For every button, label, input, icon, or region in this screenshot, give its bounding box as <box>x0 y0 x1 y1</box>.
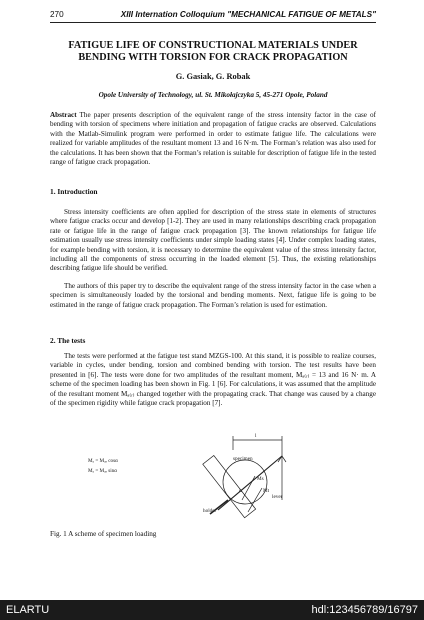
page-number: 270 <box>50 10 64 19</box>
equation-ms: Mₐ = Mₐₑ cosα <box>88 458 118 464</box>
label-lever: lever <box>272 494 283 500</box>
intro-paragraph-2: The authors of this paper try to describe the equivalent range of the stress intensity factor in the case when a specimen is simultaneously loaded by the torsional and bending moments. Next, fatigue life is going to be estimated in the range of fatigue crack propagation. The Forman’s relation is used for estimation. <box>50 282 376 309</box>
figure-equations <box>88 458 118 474</box>
specimen-scheme-drawing <box>203 436 286 518</box>
label-mt: Mt <box>263 488 270 494</box>
paper-title-line-1: FATIGUE LIFE OF CONSTRUCTIONAL MATERIALS UNDER <box>68 40 358 51</box>
figure-caption: Fig. 1 A scheme of specimen loading <box>50 530 157 538</box>
running-header <box>50 8 376 22</box>
header-rule <box>50 22 376 23</box>
handle-identifier[interactable]: hdl:123456789/16797 <box>311 604 418 616</box>
running-header-title: XIII Internation Colloquium "MECHANICAL FATIGUE OF METALS" <box>120 10 376 19</box>
authors: G. Gasiak, G. Robak <box>175 72 251 81</box>
affiliation: Opole University of Technology, ul. St. Mikołajczyka 5, 45-271 Opole, Poland <box>98 91 328 99</box>
abstract-text: The paper presents description of the equivalent range of the stress intensity factor in the case of bending with torsion of specimens where initiation and propagation of fatigue cracks are observed. Calculations with the Matlab-Simulink program were performed in order to estimate fatigue life. The calculations were realized for variable amplitudes of the resultant moment 13 and 16 N·m. The Forman’s relation was also used for the calculations. It has been shown that the Forman’s relation is suitable for description of fatigue life in the tested range of fatigue crack propagation. <box>50 111 377 167</box>
repository-name: ELARTU <box>6 604 50 616</box>
label-specimen: specimen <box>233 456 253 462</box>
paper-title-line-2: BENDING WITH TORSION FOR CRACK PROPAGATION <box>78 52 348 63</box>
label-ms: Ms <box>257 476 264 482</box>
loading-circle <box>223 460 267 504</box>
abstract-label: Abstract <box>50 111 77 119</box>
label-holder: holder <box>203 508 217 514</box>
section-heading-introduction: 1. Introduction <box>50 187 98 196</box>
equation-mt: Mₐ = Mₐₑ sinα <box>88 468 117 474</box>
tests-paragraph-1: The tests were performed at the fatigue test stand MZGS-100. At this stand, it is possible to realize courses, variable in cycles, under bending, torsion and combined bending with torsion. The test results have been presented in [6]. The tests were done for two amplitudes of the resultant moment, Mₐ₍ᵣ₎ = 13 and 16 N· m. A scheme of the specimen loading has been shown in Fig. 1 [6]. For calculations, it was assumed that the amplitude of the resultant moment Mₐ₍ᵣ₎ changed together with the propagating crack. That change was caused by a change of the specimen rigidity while fatigue crack propagation [7]. <box>50 352 376 408</box>
abstract <box>50 111 376 167</box>
label-alpha: α <box>239 488 242 494</box>
viewer-footer-bar <box>0 600 424 620</box>
section-heading-tests: 2. The tests <box>50 336 86 345</box>
label-l: l <box>255 433 257 439</box>
intro-paragraph-1: Stress intensity coefficients are often applied for description of the stress state in elements of structures where fatigue cracks occur and develop [1-2]. They are used in many relationships describing crack propagation rate or fatigue life in the range of fatigue crack propagation [3]. The known relationships for fatigue life estimation usually use stress intensity coefficients under simple loading states [4]. Under complex loading states, for example bending with torsion, it is necessary to determine the equivalent value of the stress intensity factor, including all the components of stress occurring in the loaded element [5]. Thus, the existing relationships describing fatigue life should be verified. <box>50 208 376 273</box>
figure-specimen-loading <box>50 430 376 520</box>
paper-title <box>50 40 376 64</box>
